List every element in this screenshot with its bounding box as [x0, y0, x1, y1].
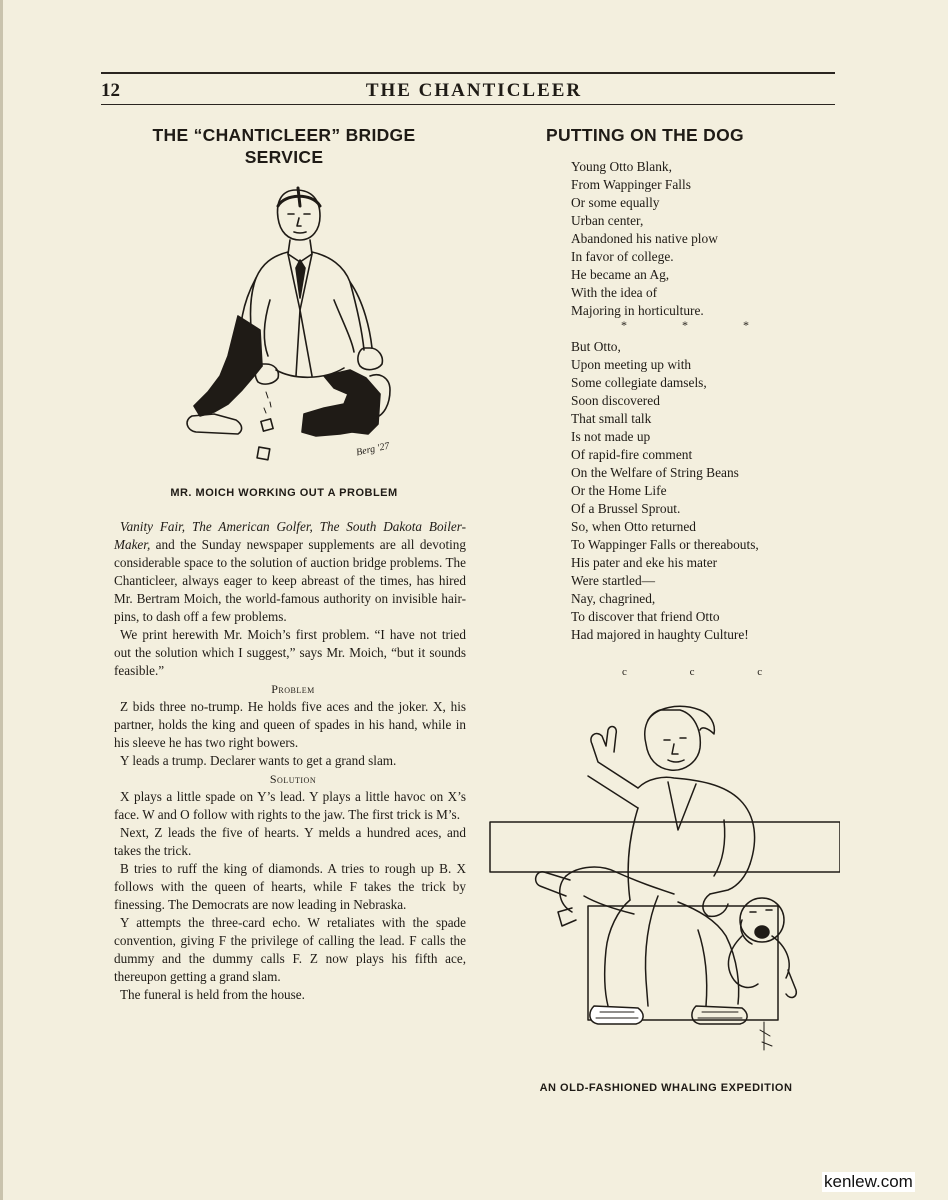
- header-rule-top: [101, 72, 835, 74]
- poem-line: With the idea of: [571, 285, 658, 300]
- poem-line: His pater and eke his mater: [571, 555, 718, 570]
- paragraph-moich-quote: We print herewith Mr. Moich’s first problem. “I have not tried out the solution which I suggest,” says Mr. Moich, “but it sounds feasible.”: [114, 627, 466, 678]
- poem-line: Soon discovered: [571, 393, 660, 408]
- poem-line: Or some equally: [571, 195, 660, 210]
- stanza-separator: * * *: [621, 318, 775, 332]
- poem-title: PUTTING ON THE DOG: [546, 125, 744, 145]
- bridge-title-line1: THE “CHANTICLEER” BRIDGE: [152, 125, 416, 145]
- bridge-title: [114, 124, 454, 168]
- poem-line: But Otto,: [571, 339, 621, 354]
- poem-stanza-2: [571, 338, 759, 644]
- page-number: 12: [101, 80, 120, 101]
- paragraph-solution-3: B tries to ruff the king of diamonds. A tries to rough up B. X follows with the queen of hearts, while F takes the trick by finessing. The Democrats are now leading in Nebraska.: [114, 861, 466, 912]
- poem-line: So, when Otto returned: [571, 519, 696, 534]
- poem-line: Young Otto Blank,: [571, 159, 672, 174]
- whaling-cartoon-caption: AN OLD-FASHIONED WHALING EXPEDITION: [539, 1082, 793, 1094]
- site-watermark: kenlew.com: [824, 1172, 913, 1191]
- problem-heading: Problem: [271, 682, 315, 696]
- paragraph-problem: Z bids three no-trump. He holds five aces and the joker. X, his partner, holds the king and queen of spades in his hand, while in his sleeve he has two right bowers.: [114, 699, 466, 750]
- poem-line: In favor of college.: [571, 249, 674, 264]
- poem-line: Upon meeting up with: [571, 357, 692, 372]
- poem-line: He became an Ag,: [571, 267, 670, 282]
- paragraph-lead: Y leads a trump. Declarer wants to get a grand slam.: [120, 753, 397, 768]
- poem-line: Of rapid-fire comment: [571, 447, 693, 462]
- running-head: THE CHANTICLEER: [365, 80, 583, 101]
- bridge-cartoon-caption: MR. MOICH WORKING OUT A PROBLEM: [170, 487, 398, 499]
- paragraph-intro: [114, 518, 466, 626]
- artist-signature: Berg '27: [355, 440, 391, 459]
- poem-line: Had majored in haughty Culture!: [571, 627, 749, 642]
- poem-line: Some collegiate damsels,: [571, 375, 707, 390]
- poem-stanza-1: [571, 158, 718, 320]
- bridge-article: [114, 124, 466, 168]
- poem-end-mark: c c c: [622, 666, 793, 678]
- poem-article: [490, 124, 840, 146]
- poem-line: Majoring in horticulture.: [571, 303, 704, 318]
- poem-line: Is not made up: [571, 429, 651, 444]
- poem-line: On the Welfare of String Beans: [571, 465, 739, 480]
- header-rule-bottom: [101, 104, 835, 105]
- bridge-title-line2: SERVICE: [244, 147, 324, 167]
- paragraph-solution-4: Y attempts the three-card echo. W retaliates with the spade convention, giving F the privilege of calling the lead. F calls the dummy and the dummy calls F. Z now plays his fifth ace, thereupon getting a grand slam.: [114, 915, 466, 984]
- paragraph-solution-1: X plays a little spade on Y’s lead. Y plays a little havoc on X’s face. W and O follow with rights to the jaw. The first trick is M’s.: [114, 789, 466, 822]
- poem-line: Or the Home Life: [571, 483, 667, 498]
- poem-line: Urban center,: [571, 213, 644, 228]
- moich-cartoon-illustration: [184, 180, 394, 470]
- intro-text: and the Sunday newspaper supplements are all devoting considerable space to the solution of auction bridge problems. The Chanticleer, always eager to keep abreast of the times, has hired Mr. Bertram Moich, the world-famous authority on invisible hair-pins, to dash off a few problems.: [114, 537, 466, 624]
- poem-line: From Wappinger Falls: [571, 177, 691, 192]
- poem-line: To discover that friend Otto: [571, 609, 720, 624]
- whaling-cartoon-illustration: [488, 700, 840, 1070]
- page-edge-shadow: [0, 0, 3, 1200]
- paragraph-funeral: The funeral is held from the house.: [120, 987, 305, 1002]
- poem-line: To Wappinger Falls or thereabouts,: [571, 537, 759, 552]
- poem-line: That small talk: [571, 411, 652, 426]
- poem-line: Of a Brussel Sprout.: [571, 501, 681, 516]
- paragraph-solution-2: Next, Z leads the five of hearts. Y melds a hundred aces, and takes the trick.: [114, 825, 466, 858]
- poem-line: Nay, chagrined,: [571, 591, 656, 606]
- poem-line: Abandoned his native plow: [571, 231, 718, 246]
- poem-line: Were startled—: [571, 573, 656, 588]
- intro-magazine-titles: Vanity Fair, The American Golfer, The South Dakota Boiler-Maker,: [114, 519, 466, 552]
- bridge-article-body: [114, 518, 466, 1004]
- solution-heading: Solution: [269, 772, 317, 786]
